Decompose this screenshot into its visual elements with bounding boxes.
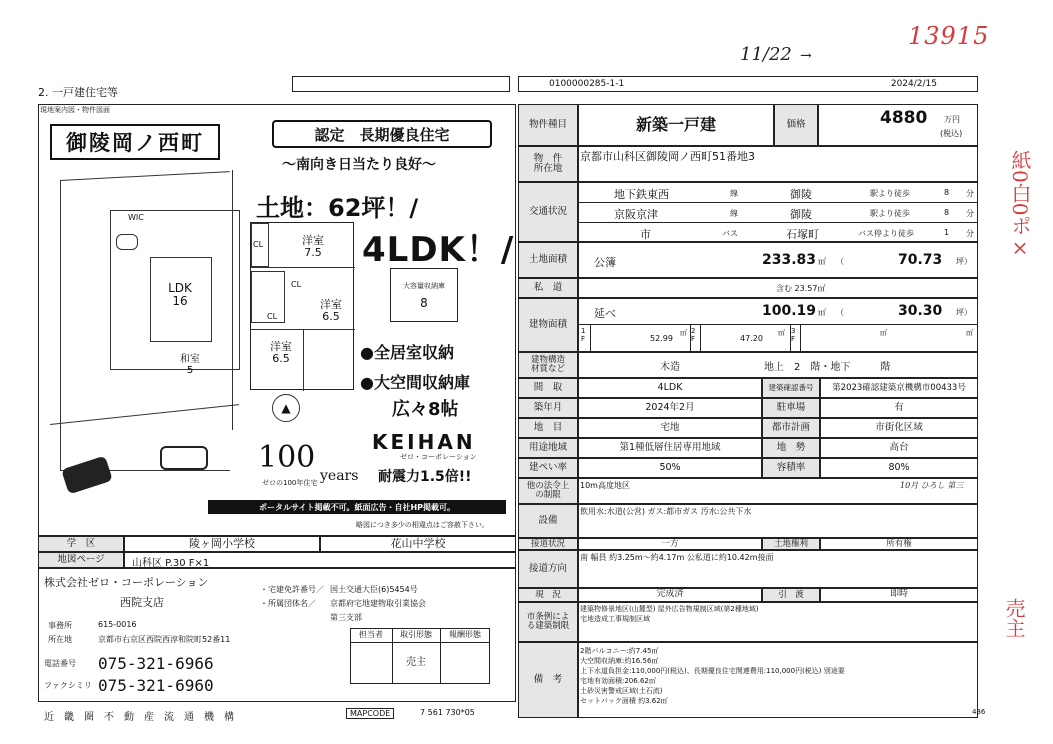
fee-label: 報酬形態 [449,630,481,640]
feature-3: 広々8帖 [392,399,459,420]
transport-suffix-3: バス停より徒歩 [858,229,914,238]
price-unit: 万円 [944,115,960,124]
building-area-tsubo: 30.30 [898,303,943,319]
legal-value: 10m高度地区 [580,481,630,490]
transport-station-2: 御陵 [790,208,812,221]
transport-station-1: 御陵 [790,188,812,201]
floor2-value: 47.20 [740,334,763,343]
land-area-tsubo-unit: 坪） [956,257,972,266]
fax-number: 075-321-6960 [98,676,214,695]
doc-code: 0100000285-1-1 [549,79,625,89]
road-dir-value: 南 幅員 約3.25m〜約4.17m 公私道に約10.42m接面 [580,553,774,562]
built-value: 2024年2月 [578,398,762,418]
transport-min-3: 1 [944,228,950,237]
remarks-line-1: 2階バルコニー:約7.45㎡ [580,647,659,655]
room-ldk: LDK 16 [168,281,192,309]
transport-label: 交通状況 [518,182,578,242]
price-tax: (税込) [940,129,963,138]
company-name: 株式会社ゼロ・コーポレーション [44,576,209,589]
zip: 615-0016 [98,620,137,629]
license-label: ・宅建免許番号／ [260,585,324,594]
transport-station-3: 石塚町 [786,228,819,241]
doc-date: 2024/2/15 [890,79,937,89]
remarks-label: 備 考 [518,642,578,718]
building-area-tsubo-unit: 坪） [956,308,972,317]
transport-suffix-1: 駅より徒歩 [870,189,910,198]
room-japanese: 和室 5 [180,354,200,376]
school-elementary: 陵ヶ岡小学校 [189,537,255,551]
floor-plan-2f [250,222,354,390]
transaction-value: 売主 [406,656,426,668]
storage-label: 大容量収納庫 [403,282,445,290]
transport-line-3: 市 [640,228,651,241]
city-law-label: 市条例によ る建築制限 [518,602,578,642]
built-label: 築年月 [518,398,578,418]
private-road-value: 含む 23.57㎡ [776,284,826,293]
price-value: 4880 [880,108,928,128]
land-area-paren: （ [836,257,844,266]
room-west-2: 洋室 6.5 [320,298,342,324]
map-page-label: 地図ページ [57,554,105,566]
mapcode-value: 7 561 730*05 [420,708,475,717]
building-area-type: 延べ [594,307,616,320]
feature-2: ●大空間収納庫 [360,373,470,392]
storage-plan [390,268,458,322]
handwritten-mid-number: 11/22 [740,44,792,65]
tel-number: 075-321-6966 [98,654,214,673]
parking-label: 駐車場 [762,398,820,418]
structure-value: 木造 [660,362,680,373]
address: 京都市右京区西院西淳和院町52番11 [98,635,231,644]
city-law-value-2: 宅地造成工事規制区域 [580,615,650,623]
school-label: 学 区 [66,538,96,550]
right-value: 所有権 [820,538,978,550]
tel-label: 電話番号 [44,659,76,668]
flyer-caption: 現地案内図・物件図面 [40,106,110,114]
header-blank-box [292,76,510,92]
land-size: 土地：62坪！/ [256,194,419,222]
room-west-3: 洋室 6.5 [270,340,292,366]
school-junior: 花山中学校 [390,537,446,551]
brand-sub: ゼロ・コーポレーション [400,453,477,461]
company-branch: 西院支店 [120,596,164,609]
portal-note: ポータルサイト掲載不可。紙面広告・自社HP掲載可。 [208,500,506,514]
city-plan-label: 都市計画 [762,418,820,438]
transport-suffix-2: 駅より徒歩 [870,209,910,218]
land-area-type: 公簿 [594,256,616,269]
floor3-unit: ㎡ [880,329,887,337]
layout-label: 間 取 [518,378,578,398]
building-area-unit: ㎡ [818,308,826,317]
location-label: 物 件 所在地 [518,146,578,182]
transport-line-2: 京阪京津 [614,208,658,221]
hundred-logo: 100 [258,440,316,475]
remarks-line-3: 上下水道負担金:110,000円(税込)、長期優良住宅関連費用:110,000円(税込) 別途要 [580,667,845,675]
transport-min-2: 8 [944,208,950,217]
transport-unit-1: 分 [966,189,974,198]
road-value: 一方 [578,538,762,550]
layout-value: 4LDK [578,378,762,398]
assoc-value: 京都府宅地建物取引業協会 [330,599,426,608]
nintei-label: 認定 長期優良住宅 [314,125,450,144]
address-label: 所在地 [48,635,72,644]
feature-1: ●全居室収納 [360,343,454,362]
land-area-unit: ㎡ [818,257,826,266]
far-label: 容積率 [762,458,820,478]
status-value: 完成済 [578,588,762,602]
assoc-branch: 第三支部 [330,613,362,622]
city-law-value-1: 建築物修景地区(山麓型) 屋外広告物規制区域(第2種地域) [580,605,759,613]
page-number: 436 [972,708,986,716]
staff-label: 担当者 [359,630,383,640]
map-note: 略図につき多少の相違点はご容赦下さい。 [356,521,489,529]
header-code-box [518,76,978,92]
right-label: 土地権利 [762,538,820,550]
footer-org: 近 畿 圏 不 動 産 流 通 機 構 [44,712,234,723]
floor2-label: 2 F [691,327,696,344]
seismic-label: 耐震力1.5倍!! [378,469,472,485]
remarks-line-5: 土砂災害警戒区域(土石流) [580,687,663,695]
city-plan-value: 市街化区域 [820,418,978,438]
north-arrow-icon: ▲ [272,394,300,422]
land-cat-value: 宅地 [578,418,762,438]
transport-unit-3: 分 [966,229,974,238]
room-cl-1: CL [253,240,264,249]
bcr-value: 50% [578,458,762,478]
handwritten-note-small: 10月 ひろし 第三 [900,481,964,490]
structure-label: 建物構造 材質など [518,352,578,378]
area-title: 御陵岡ノ西町 [66,131,204,155]
confirm-label: 建築確認番号 [762,378,820,398]
floor-extra-unit: ㎡ [966,329,973,337]
storage-size: 8 [420,296,428,310]
parking-car-2 [160,446,208,470]
confirm-value: 第2023確認建築京機構市00433号 [820,378,978,398]
terrain-label: 地 勢 [762,438,820,458]
map-page-value: 山科区 P.30 F×1 [132,558,210,569]
facility-value: 飲用水:水道(公営) ガス:都市ガス 汚水:公共下水 [580,507,752,516]
hundred-sub: ゼロの100年住宅 [262,479,318,487]
handwritten-top-number: 13915 [908,22,990,50]
parking-value: 有 [820,398,978,418]
type-label: 物件種目 [518,104,578,146]
land-area-label: 土地面積 [518,242,578,278]
price-label: 価格 [774,104,818,146]
fax-label: ファクシミリ [44,681,92,690]
transport-line-1: 地下鉄東西 [614,188,669,201]
floor1-unit: ㎡ [680,329,687,337]
land-area-m2: 233.83 [762,252,817,268]
brand-logo: KEIHAN [372,430,476,454]
transport-kind-2: 線 [730,209,738,218]
location-value: 京都市山科区御陵岡ノ西町51番地3 [580,150,755,163]
remarks-line-2: 大空間収納庫:約16.56㎡ [580,657,659,665]
remarks-line-6: セットバック面積 約3.62㎡ [580,697,668,705]
road-dir-label: 接道方向 [518,550,578,588]
building-area-paren: （ [836,308,844,317]
road-label: 接道状況 [518,538,578,550]
building-area-label: 建物面積 [518,298,578,352]
assoc-label: ・所属団体名／ [260,599,316,608]
handwritten-side-note2: 売主 [1002,598,1026,638]
floor2-unit: ㎡ [778,329,785,337]
legal-label: 他の法令上 の制限 [518,478,578,504]
area-title-box [50,124,220,160]
layout-big: 4LDK！/ [362,230,515,270]
flyer-subtitle: 〜南向き日当たり良好〜 [282,157,436,173]
handover-label: 引 渡 [762,588,820,602]
transport-kind-3: バス [722,229,738,238]
floors-text: 地上 2 階・地下 階 [764,362,891,373]
bath-icon [116,234,138,250]
transaction-label: 取引形態 [400,630,432,640]
private-road-label: 私 道 [518,278,578,298]
room-cl-3: CL [267,312,278,321]
section-heading: 2. 一戸建住宅等 [38,86,118,99]
floor1-label: 1 F [581,327,586,344]
land-cat-label: 地 目 [518,418,578,438]
parking-car-1 [61,456,113,495]
remarks-line-4: 宅地有効面積:206.62㎡ [580,677,656,685]
site-plan [50,162,240,492]
room-west-1: 洋室 7.5 [302,234,324,260]
handover-value: 即時 [820,588,978,602]
use-zone-label: 用途地域 [518,438,578,458]
land-area-tsubo: 70.73 [898,252,943,268]
facility-label: 設備 [518,504,578,538]
years-label: years [320,468,359,484]
terrain-value: 高台 [820,438,978,458]
status-label: 現 況 [518,588,578,602]
transport-min-1: 8 [944,188,950,197]
building-area-m2: 100.19 [762,303,817,319]
room-cl-2: CL [291,280,302,289]
nintei-box [272,120,492,148]
mapcode-label: MAPCODE [346,708,394,719]
handwritten-side-note: 紙0白0ポ× [1008,150,1032,260]
floor1-value: 52.99 [650,334,673,343]
bcr-label: 建ぺい率 [518,458,578,478]
transport-unit-2: 分 [966,209,974,218]
type-value: 新築一戸建 [578,104,774,146]
far-value: 80% [820,458,978,478]
arrow-icon: → [800,48,812,64]
transport-kind-1: 線 [730,189,738,198]
use-zone-value: 第1種低層住居専用地域 [578,438,762,458]
room-wic: WIC [128,213,144,222]
floor3-label: 3 F [791,327,796,344]
license-value: 国土交通大臣(6)5454号 [330,585,418,594]
office-label: 事務所 [48,621,72,630]
